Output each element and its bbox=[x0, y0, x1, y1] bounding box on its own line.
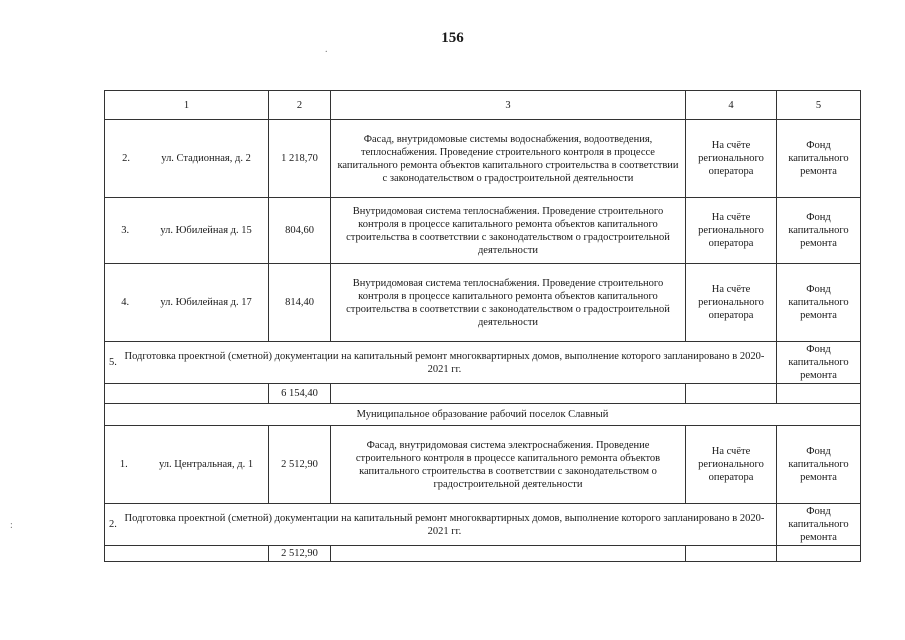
header-cell: 1 bbox=[105, 91, 269, 120]
row-works: Внутридомовая система теплоснабжения. Проведение строительного контроля в процессе капитального ремонта объектов капитального строительства в соответствии с законодательством о градостроительной деятельности bbox=[331, 198, 686, 264]
design-documentation-row bbox=[105, 504, 861, 546]
row-number: 1. bbox=[119, 459, 128, 470]
row-works: Фасад, внутридомовые системы водоснабжения, водоотведения, теплоснабжения. Проведение строительного контроля в процессе капитального ремонта объектов капитального строительства в соответствии с законодательством о градостроительной деятельности bbox=[331, 120, 686, 198]
row-number: 2. bbox=[109, 518, 117, 530]
row-area: 804,60 bbox=[269, 198, 331, 264]
total-area: 2 512,90 bbox=[269, 546, 331, 562]
row-number-address bbox=[105, 264, 269, 342]
header-cell: 2 bbox=[269, 91, 331, 120]
empty-cell bbox=[686, 384, 777, 404]
header-cell: 5 bbox=[777, 91, 861, 120]
row-number-address bbox=[105, 426, 269, 504]
total-row bbox=[105, 546, 861, 562]
total-area: 6 154,40 bbox=[269, 384, 331, 404]
row-number: 4. bbox=[121, 297, 130, 308]
row-source: Фонд капитального ремонта bbox=[777, 504, 861, 546]
row-number: 2. bbox=[122, 153, 131, 164]
repair-plan-table bbox=[104, 90, 861, 562]
scan-speck: . bbox=[325, 44, 328, 55]
empty-cell bbox=[686, 546, 777, 562]
row-source: Фонд капитального ремонта bbox=[777, 342, 861, 384]
row-works: Фасад, внутридомовая система электроснабжения. Проведение строительного контроля в процессе капитального ремонта объектов капитального строительства в соответствии с законодательством о градостроительной деятельности bbox=[331, 426, 686, 504]
row-source: Фонд капитального ремонта bbox=[777, 198, 861, 264]
design-row-text: Подготовка проектной (сметной) документации на капитальный ремонт многоквартирных домов, выполнение которого запланировано в 2020-2021 гг. bbox=[124, 350, 765, 375]
row-number-address bbox=[105, 198, 269, 264]
row-account: На счёте регионального оператора bbox=[686, 120, 777, 198]
table-row bbox=[105, 198, 861, 264]
header-cell: 3 bbox=[331, 91, 686, 120]
header-row bbox=[105, 91, 861, 120]
page-number: 156 bbox=[441, 30, 464, 46]
design-row-cell bbox=[105, 504, 777, 546]
empty-cell bbox=[777, 546, 861, 562]
section-heading-row bbox=[105, 404, 861, 426]
row-address: ул. Юбилейная д. 17 bbox=[160, 297, 252, 308]
row-account: На счёте регионального оператора bbox=[686, 426, 777, 504]
empty-cell bbox=[331, 546, 686, 562]
design-row-text: Подготовка проектной (сметной) документации на капитальный ремонт многоквартирных домов, выполнение которого запланировано в 2020-2021 гг. bbox=[124, 512, 765, 537]
table-row bbox=[105, 426, 861, 504]
row-account: На счёте регионального оператора bbox=[686, 198, 777, 264]
row-address: ул. Центральная, д. 1 bbox=[159, 459, 254, 470]
empty-cell bbox=[777, 384, 861, 404]
design-documentation-row bbox=[105, 342, 861, 384]
row-area: 2 512,90 bbox=[269, 426, 331, 504]
header-cell: 4 bbox=[686, 91, 777, 120]
row-area: 814,40 bbox=[269, 264, 331, 342]
row-address: ул. Стадионная, д. 2 bbox=[161, 153, 251, 164]
table-row bbox=[105, 264, 861, 342]
row-number-address bbox=[105, 120, 269, 198]
row-source: Фонд капитального ремонта bbox=[777, 264, 861, 342]
section-title: Муниципальное образование рабочий поселок Славный bbox=[105, 404, 861, 426]
row-number: 5. bbox=[109, 356, 117, 368]
row-address: ул. Юбилейная д. 15 bbox=[160, 225, 252, 236]
row-works: Внутридомовая система теплоснабжения. Проведение строительного контроля в процессе капитального ремонта объектов капитального строительства в соответствии с законодательством о градостроительной деятельности bbox=[331, 264, 686, 342]
row-source: Фонд капитального ремонта bbox=[777, 426, 861, 504]
row-source: Фонд капитального ремонта bbox=[777, 120, 861, 198]
table-row bbox=[105, 120, 861, 198]
total-row bbox=[105, 384, 861, 404]
row-number: 3. bbox=[121, 225, 130, 236]
row-area: 1 218,70 bbox=[269, 120, 331, 198]
design-row-cell bbox=[105, 342, 777, 384]
row-account: На счёте регионального оператора bbox=[686, 264, 777, 342]
scan-speck: : bbox=[10, 520, 13, 531]
empty-cell bbox=[105, 384, 269, 404]
empty-cell bbox=[105, 546, 269, 562]
empty-cell bbox=[331, 384, 686, 404]
